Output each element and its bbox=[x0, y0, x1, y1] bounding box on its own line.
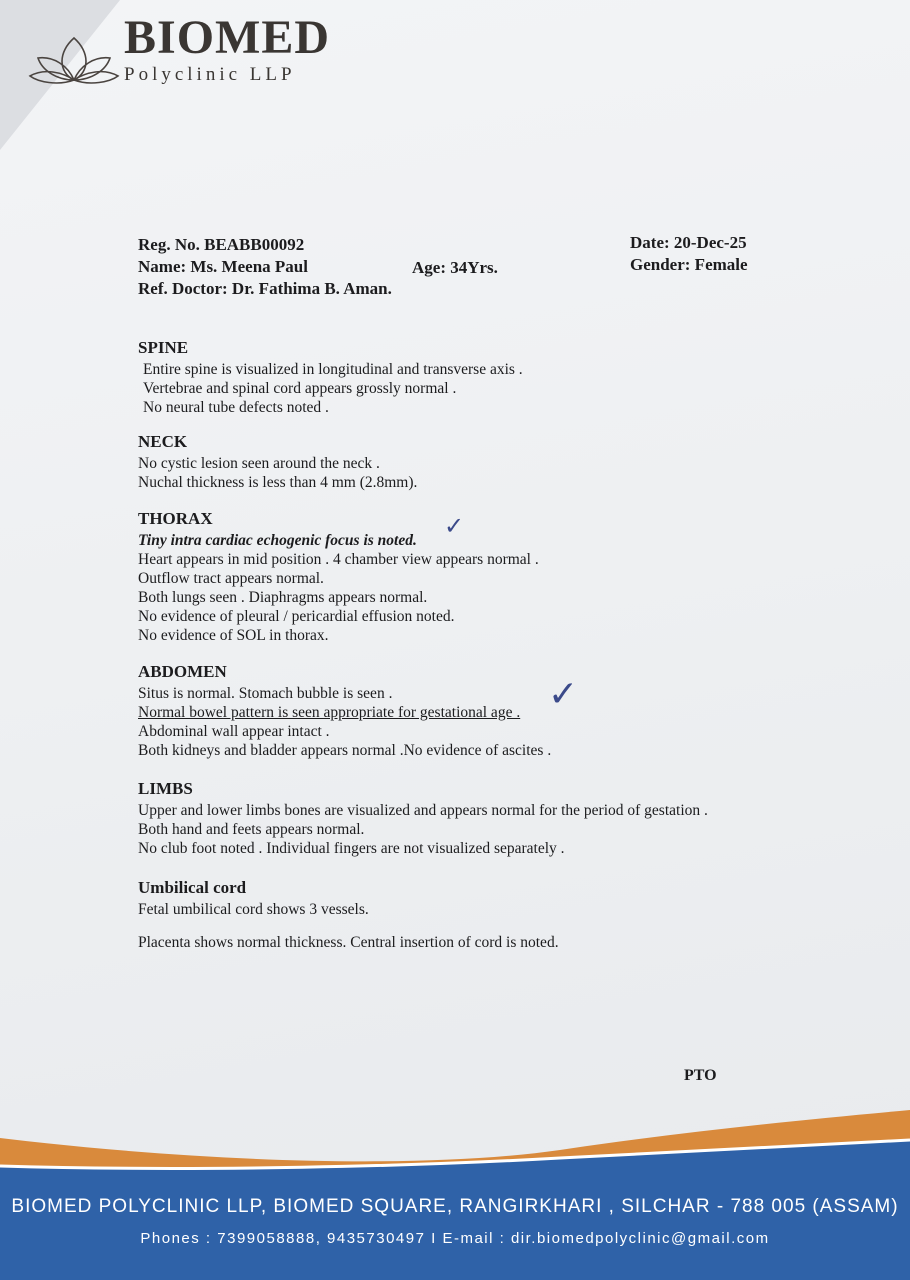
report-line: Outflow tract appears normal. bbox=[138, 570, 324, 587]
report-line: Heart appears in mid position . 4 chamber view appears normal . bbox=[138, 551, 539, 568]
patient-info bbox=[138, 234, 392, 300]
report-date: Date: 20-Dec-25 bbox=[630, 233, 747, 252]
section-title: THORAX bbox=[138, 509, 213, 528]
report-line: Both hand and feets appears normal. bbox=[138, 821, 365, 838]
report-line-underlined: Normal bowel pattern is seen appropriate for gestational age . bbox=[138, 704, 521, 721]
report-line: Entire spine is visualized in longitudinal and transverse axis . bbox=[143, 361, 523, 378]
section-spine bbox=[138, 338, 523, 417]
checkmark-icon: ✓ bbox=[548, 674, 579, 715]
section-limbs bbox=[138, 779, 708, 858]
placenta-note: Placenta shows normal thickness. Central insertion of cord is noted. bbox=[138, 934, 559, 951]
patient-gender: Gender: Female bbox=[630, 255, 748, 274]
report-meta bbox=[630, 232, 748, 276]
report-line: No cystic lesion seen around the neck . bbox=[138, 455, 380, 472]
footer-banner bbox=[0, 1110, 910, 1280]
reg-number: Reg. No. BEABB00092 bbox=[138, 235, 305, 254]
report-line: Nuchal thickness is less than 4 mm (2.8mm). bbox=[138, 474, 418, 491]
patient-name: Name: Ms. Meena Paul bbox=[138, 257, 308, 276]
brand-subtitle: Polyclinic LLP bbox=[124, 64, 296, 85]
report-line: Both lungs seen . Diaphragms appears normal. bbox=[138, 589, 428, 606]
report-line: No evidence of SOL in thorax. bbox=[138, 627, 329, 644]
footer-address: BIOMED POLYCLINIC LLP, BIOMED SQUARE, RANGIRKHARI , SILCHAR - 788 005 (ASSAM) bbox=[11, 1196, 899, 1217]
section-thorax bbox=[138, 509, 539, 645]
report-line: Fetal umbilical cord shows 3 vessels. bbox=[138, 901, 369, 918]
checkmark-icon: ✓ bbox=[444, 512, 465, 540]
section-umbilical-cord bbox=[138, 878, 369, 919]
report-line: Vertebrae and spinal cord appears grossly normal . bbox=[143, 380, 457, 397]
patient-age: Age: 34Yrs. bbox=[412, 258, 498, 277]
brand-name: BIOMED bbox=[124, 11, 331, 64]
pto-label: PTO bbox=[684, 1067, 717, 1084]
report-line: Upper and lower limbs bones are visualized and appears normal for the period of gestation . bbox=[138, 802, 708, 819]
lotus-icon bbox=[28, 32, 120, 88]
section-title: ABDOMEN bbox=[138, 662, 227, 681]
section-title: LIMBS bbox=[138, 779, 193, 798]
section-title: Umbilical cord bbox=[138, 878, 247, 897]
report-line: No neural tube defects noted . bbox=[143, 399, 329, 416]
footer-contact: Phones : 7399058888, 9435730497 I E-mail : dir.biomedpolyclinic@gmail.com bbox=[140, 1230, 770, 1247]
report-line: No club foot noted . Individual fingers are not visualized separately . bbox=[138, 840, 565, 857]
report-line-highlight: Tiny intra cardiac echogenic focus is noted. bbox=[138, 532, 417, 549]
biomed-logo bbox=[28, 10, 368, 90]
report-line: No evidence of pleural / pericardial effusion noted. bbox=[138, 608, 455, 625]
ref-doctor: Ref. Doctor: Dr. Fathima B. Aman. bbox=[138, 279, 392, 298]
section-title: NECK bbox=[138, 432, 188, 451]
report-line: Situs is normal. Stomach bubble is seen . bbox=[138, 685, 393, 702]
section-neck bbox=[138, 432, 417, 492]
section-title: SPINE bbox=[138, 338, 189, 357]
report-line: Both kidneys and bladder appears normal .No evidence of ascites . bbox=[138, 742, 552, 759]
section-abdomen bbox=[138, 662, 551, 760]
report-line: Abdominal wall appear intact . bbox=[138, 723, 330, 740]
